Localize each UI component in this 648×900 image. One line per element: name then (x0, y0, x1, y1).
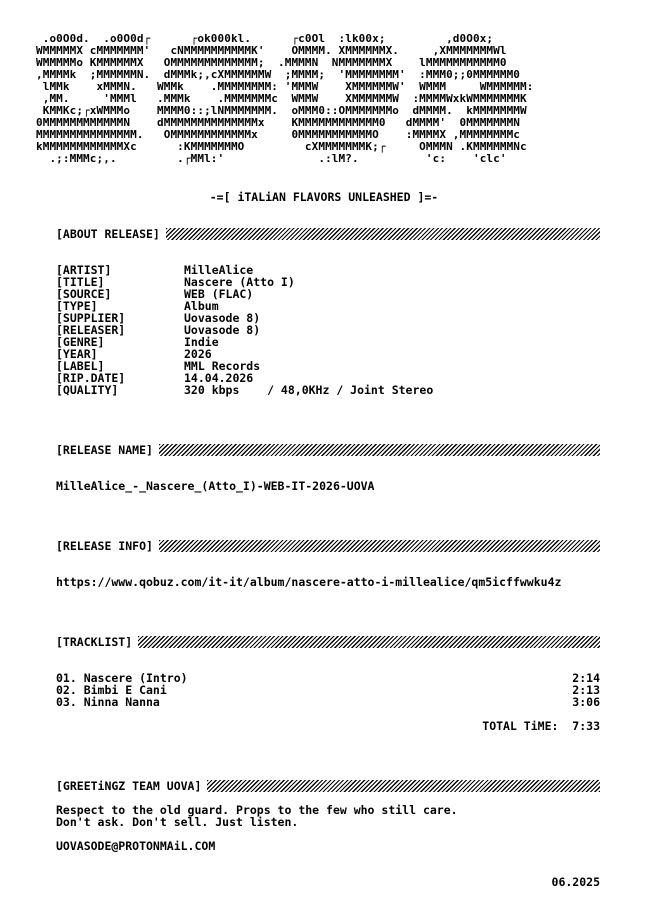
field-value: Indie (184, 335, 219, 349)
field-row-genre (56, 336, 433, 348)
field-value: WEB (FLAC) (184, 287, 254, 301)
field-value: 2026 (184, 347, 212, 361)
field-row-source (56, 288, 433, 300)
total-time (482, 720, 600, 732)
field-key: [LABEL] (56, 359, 105, 373)
field-value: 320 kbps / 48,0KHz / Joint Stereo (184, 383, 434, 397)
field-key: [ARTIST] (56, 263, 112, 277)
track-duration: 2:14 (572, 671, 600, 685)
contact-email: UOVASODE@PROTONMAiL.COM (56, 839, 216, 853)
header-hatch-divider (159, 444, 600, 456)
tracklist (56, 672, 600, 708)
field-value: Uovasode 8) (184, 311, 261, 325)
field-key: [GENRE] (56, 335, 105, 349)
release-info-title: [RELEASE INFO] (56, 539, 153, 553)
field-key: [TITLE] (56, 275, 105, 289)
field-key: [SUPPLIER] (56, 311, 126, 325)
about-release-header (56, 227, 600, 241)
track-title: 01. Nascere (Intro) (56, 671, 188, 685)
total-time-value: 7:33 (572, 719, 600, 733)
field-key: [RELEASER] (56, 323, 126, 337)
track-duration: 3:06 (572, 695, 600, 709)
field-value: Nascere (Atto I) (184, 275, 295, 289)
tracklist-header (56, 635, 600, 649)
ascii-art-banner: .o0O0d. .o0O0d┌ ┌ok000kl. ┌c0Ol :lk00x; ,d0O0x; WMMMMMX cMMMMMMM' cNMMMMMMMMMMK' OMMMM. XMMMMMMX. ,XMMMMMMMWl WMMMMMo KMMMMMMX OMMMMMMMMMMMMM; .MMMMN NMMMMMMMX lMMMMMMMMMMM0 ,MMMMk ;MMMMMMN. dMMMk;,cXMMMMMMW ;MMMM; 'MMMMMMMM' :MMM0;;0MMMMMM0 lMMk xMMMN. WMMk .MMMMMMMM: 'MMMW XMMMMMMW' WMMM WMMMMMM: ,MM. 'MMMl .MMMk .MMMMMMMc WMMW XMMMMMMW :MMMMWxkWMMMMMMMK KMMKc;┌xWMMMo MMMM0::;lNMMMMMMM. oMMM0::OMMMMMMMo dMMMM. kMMMMMMMW 0MMMMMMMMMMMMN dMMMMMMMMMMMMMMx KMMMMMMMMMMMM0 dMMMM' 0MMMMMMMN MMMMMMMMMMMMMMM. OMMMMMMMMMMMMx 0MMMMMMMMMMMO :MMMMX ,MMMMMMMMc kMMMMMMMMMMMMXc :KMMMMMMMO cXMMMMMMMK;┌ OMMMN .KMMMMMMNc .;:MMMc;,. .┌MMl:' .:lM?. 'c: 'clc' (36, 32, 534, 165)
header-hatch-divider (159, 540, 600, 552)
release-name-value: MilleAlice_-_Nascere_(Atto_I)-WEB-IT-2026-UOVA (56, 479, 375, 493)
total-time-label: TOTAL TiME: (482, 719, 559, 733)
tracklist-title: [TRACKLIST] (56, 635, 133, 649)
field-key: [QUALITY] (56, 383, 119, 397)
greetings-line-1: Respect to the old guard. Props to the few who still care. (56, 803, 458, 817)
header-hatch-divider (138, 636, 600, 648)
greetings-title: [GREETiNGZ TEAM UOVA] (56, 779, 202, 793)
field-value: MML Records (184, 359, 261, 373)
about-release-fields (56, 264, 433, 396)
release-name-header (56, 443, 600, 457)
field-key: [RIP.DATE] (56, 371, 126, 385)
field-key: [YEAR] (56, 347, 98, 361)
release-info-url: https://www.qobuz.com/it-it/album/nascere-atto-i-millealice/qm5icffwwku4z (56, 575, 562, 589)
release-info-header (56, 539, 600, 553)
field-row-quality (56, 384, 433, 396)
header-hatch-divider (166, 228, 600, 240)
release-name-title: [RELEASE NAME] (56, 443, 153, 457)
about-release-title: [ABOUT RELEASE] (56, 227, 160, 241)
track-title: 02. Bimbi E Cani (56, 683, 167, 697)
tagline: -=[ iTALiAN FLAVORS UNLEASHED ]=- (209, 190, 439, 204)
field-value: 14.04.2026 (184, 371, 254, 385)
footer-date: 06.2025 (551, 875, 600, 889)
list-item (56, 696, 600, 708)
track-title: 03. Ninna Nanna (56, 695, 160, 709)
greetings-header (56, 779, 600, 793)
field-key: [SOURCE] (56, 287, 112, 301)
greetings-line-2: Don't ask. Don't sell. Just listen. (56, 815, 299, 829)
header-hatch-divider (207, 780, 600, 792)
field-value: Album (184, 299, 219, 313)
field-value: Uovasode 8) (184, 323, 261, 337)
track-duration: 2:13 (572, 683, 600, 697)
field-row-releaser (56, 324, 433, 336)
field-key: [TYPE] (56, 299, 98, 313)
field-value: MilleAlice (184, 263, 254, 277)
